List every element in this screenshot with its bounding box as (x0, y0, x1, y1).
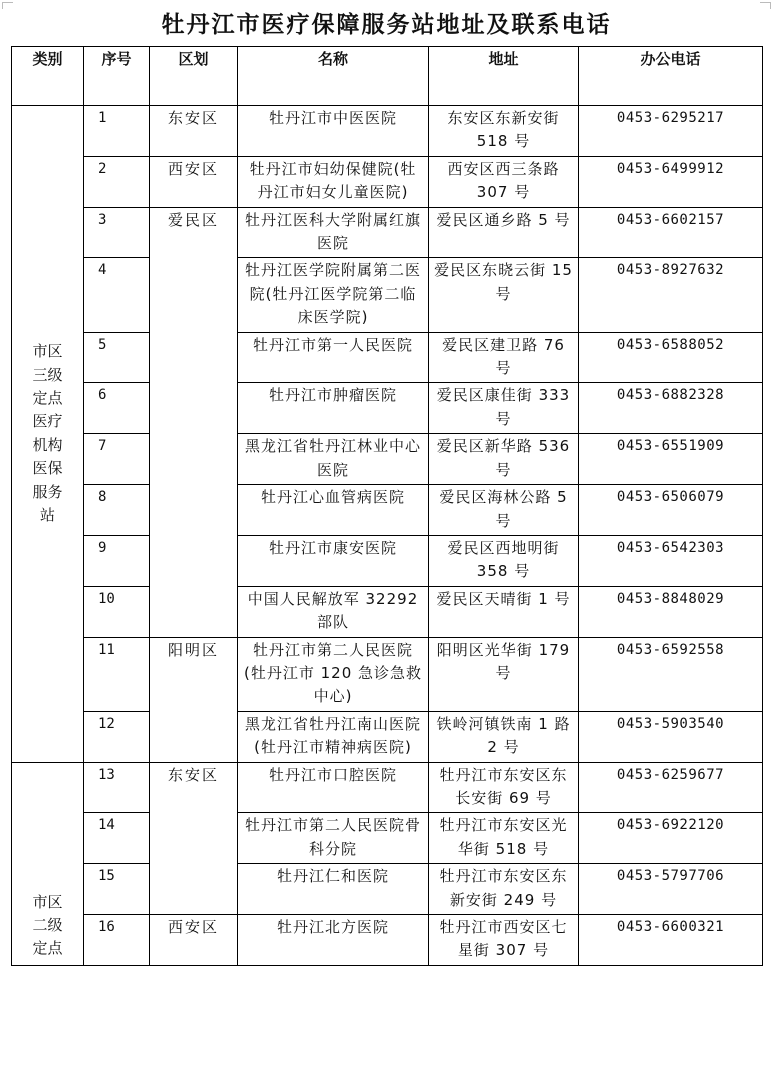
table-row (12, 586, 763, 637)
table-row (12, 762, 763, 813)
row-number: 2 (84, 156, 150, 207)
row-number: 5 (84, 332, 150, 383)
hospital-name: 牡丹江市肿瘤医院 (238, 383, 429, 434)
hospital-name: 牡丹江市口腔医院 (238, 762, 429, 813)
hospital-phone: 0453-6499912 (579, 156, 763, 207)
hospital-address: 西安区西三条路 307 号 (429, 156, 579, 207)
hospital-phone: 0453-5903540 (579, 711, 763, 762)
hospital-phone: 0453-6551909 (579, 434, 763, 485)
hospital-phone: 0453-6506079 (579, 485, 763, 536)
table-row (12, 383, 763, 434)
hospital-phone: 0453-6259677 (579, 762, 763, 813)
table-row (12, 156, 763, 207)
hospital-phone: 0453-6592558 (579, 637, 763, 711)
header-phone: 办公电话 (579, 47, 763, 106)
row-number: 1 (84, 106, 150, 157)
district-cell: 阳明区 (150, 637, 238, 762)
category-cell-tier2 (12, 762, 84, 965)
hospital-name: 牡丹江市妇幼保健院(牡丹江市妇女儿童医院) (238, 156, 429, 207)
hospital-address: 阳明区光华街 179 号 (429, 637, 579, 711)
hospital-address: 爱民区新华路 536 号 (429, 434, 579, 485)
hospital-name: 黑龙江省牡丹江林业中心医院 (238, 434, 429, 485)
table-row (12, 535, 763, 586)
hospital-name: 牡丹江北方医院 (238, 915, 429, 966)
hospital-address: 爱民区东晓云街 15 号 (429, 258, 579, 332)
hospital-name: 中国人民解放军 32292 部队 (238, 586, 429, 637)
category-label: 市区二级定点 (32, 892, 63, 958)
row-number: 11 (84, 637, 150, 711)
hospital-phone: 0453-6882328 (579, 383, 763, 434)
row-number: 12 (84, 711, 150, 762)
header-address: 地址 (429, 47, 579, 106)
table-row (12, 332, 763, 383)
hospital-name: 牡丹江医学院附属第二医院(牡丹江医学院第二临床医学院) (238, 258, 429, 332)
hospital-phone: 0453-6295217 (579, 106, 763, 157)
row-number: 16 (84, 915, 150, 966)
hospital-address: 牡丹江市西安区七星街 307 号 (429, 915, 579, 966)
district-cell: 东安区 (150, 106, 238, 157)
hospital-phone: 0453-6600321 (579, 915, 763, 966)
hospital-phone: 0453-8927632 (579, 258, 763, 332)
hospital-address: 牡丹江市东安区东新安街 249 号 (429, 864, 579, 915)
table-row (12, 485, 763, 536)
hospital-address: 爱民区西地明街 358 号 (429, 535, 579, 586)
hospital-name: 牡丹江医科大学附属红旗医院 (238, 207, 429, 258)
header-index: 序号 (84, 47, 150, 106)
hospital-address: 铁岭河镇铁南 1 路 2 号 (429, 711, 579, 762)
table-row (12, 711, 763, 762)
table-row (12, 258, 763, 332)
hospital-phone: 0453-6588052 (579, 332, 763, 383)
hospital-name: 牡丹江市第二人民医院(牡丹江市 120 急诊急救中心) (238, 637, 429, 711)
hospital-name: 牡丹江市康安医院 (238, 535, 429, 586)
row-number: 10 (84, 586, 150, 637)
hospital-phone: 0453-6542303 (579, 535, 763, 586)
table-row (12, 813, 763, 864)
table-row (12, 207, 763, 258)
hospital-address: 东安区东新安街 518 号 (429, 106, 579, 157)
category-label: 市区三级定点医疗机构医保服务站 (32, 342, 63, 524)
row-number: 7 (84, 434, 150, 485)
header-name: 名称 (238, 47, 429, 106)
district-cell: 西安区 (150, 915, 238, 966)
row-number: 3 (84, 207, 150, 258)
table-row (12, 434, 763, 485)
hospital-name: 牡丹江仁和医院 (238, 864, 429, 915)
district-cell: 东安区 (150, 762, 238, 914)
hospital-address: 爱民区通乡路 5 号 (429, 207, 579, 258)
hospital-phone: 0453-8848029 (579, 586, 763, 637)
row-number: 8 (84, 485, 150, 536)
hospital-name: 黑龙江省牡丹江南山医院(牡丹江市精神病医院) (238, 711, 429, 762)
header-district: 区划 (150, 47, 238, 106)
hospital-address: 牡丹江市东安区东长安街 69 号 (429, 762, 579, 813)
row-number: 15 (84, 864, 150, 915)
row-number: 6 (84, 383, 150, 434)
table-row (12, 106, 763, 157)
hospital-name: 牡丹江心血管病医院 (238, 485, 429, 536)
row-number: 13 (84, 762, 150, 813)
hospital-address: 爱民区建卫路 76 号 (429, 332, 579, 383)
header-category: 类别 (12, 47, 84, 106)
hospital-phone: 0453-6602157 (579, 207, 763, 258)
hospital-address: 爱民区天晴街 1 号 (429, 586, 579, 637)
hospital-address: 爱民区康佳街 333 号 (429, 383, 579, 434)
hospital-phone: 0453-6922120 (579, 813, 763, 864)
table-header-row (12, 47, 763, 106)
hospital-address: 爱民区海林公路 5 号 (429, 485, 579, 536)
hospital-name: 牡丹江市第二人民医院骨科分院 (238, 813, 429, 864)
district-cell: 西安区 (150, 156, 238, 207)
page-title: 牡丹江市医疗保障服务站地址及联系电话 (161, 11, 612, 38)
table-row (12, 915, 763, 966)
hospital-phone: 0453-5797706 (579, 864, 763, 915)
row-number: 14 (84, 813, 150, 864)
service-station-table (11, 46, 763, 966)
row-number: 4 (84, 258, 150, 332)
hospital-name: 牡丹江市第一人民医院 (238, 332, 429, 383)
district-cell: 爱民区 (150, 207, 238, 637)
category-cell-tier3 (12, 106, 84, 763)
hospital-address: 牡丹江市东安区光华街 518 号 (429, 813, 579, 864)
row-number: 9 (84, 535, 150, 586)
hospital-name: 牡丹江市中医医院 (238, 106, 429, 157)
table-row (12, 864, 763, 915)
table-row (12, 637, 763, 711)
